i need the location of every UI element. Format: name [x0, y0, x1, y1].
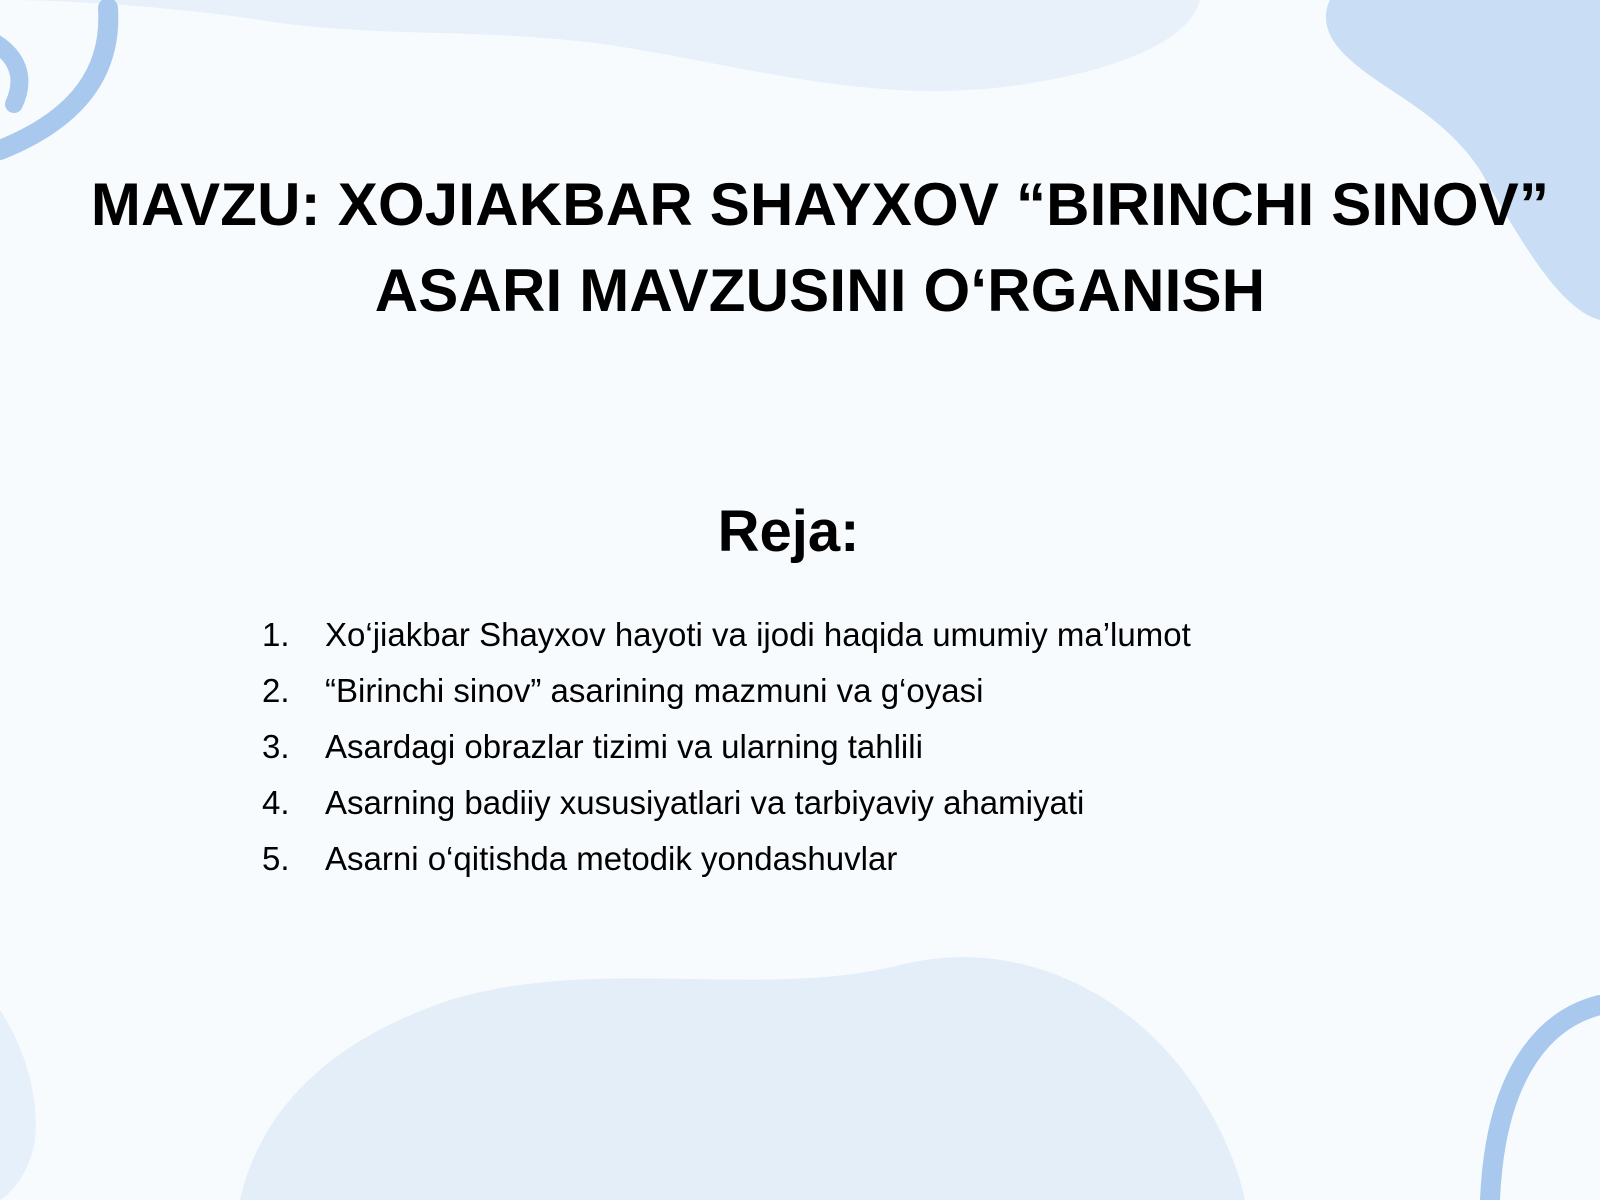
plan-item-1 — [262, 607, 1191, 663]
plan-item-text: Asarning badiiy xususiyatlari va tarbiyaviy ahamiyati — [325, 784, 1085, 821]
plan-item-text: Asardagi obrazlar tizimi va ularning tahlili — [325, 728, 923, 765]
plan-item-text: Xo‘jiakbar Shayxov hayoti va ijodi haqida umumiy ma’lumot — [325, 616, 1191, 653]
plan-item-text: “Birinchi sinov” asarining mazmuni va g‘oyasi — [325, 672, 984, 709]
slide-title-line-2: ASARI MAVZUSINI O‘RGANISH — [374, 257, 1266, 324]
plan-item-number: 4. — [262, 784, 290, 821]
plan-item-3 — [262, 719, 1191, 775]
plan-item-number: 3. — [262, 728, 290, 765]
plan-item-number: 5. — [262, 840, 290, 877]
background-blob-bottom-left — [0, 1010, 36, 1200]
plan-item-text: Asarni o‘qitishda metodik yondashuvlar — [325, 840, 898, 877]
slide-title-line-1: MAVZU: XOJIAKBAR SHAYXOV “BIRINCHI SINOV” — [90, 171, 1550, 238]
background-blob-bottom — [240, 957, 1245, 1200]
plan-list — [262, 607, 1191, 887]
plan-item-4 — [262, 775, 1191, 831]
plan-item-2 — [262, 663, 1191, 719]
accent-arc-top-left-small — [0, 40, 19, 104]
plan-item-5 — [262, 831, 1191, 887]
background-blob-top-left — [0, 0, 1200, 91]
slide-title — [60, 162, 1580, 334]
plan-item-number: 2. — [262, 672, 290, 709]
plan-item-number: 1. — [262, 616, 290, 653]
plan-heading: Reja: — [717, 499, 860, 564]
accent-arc-bottom-right — [1490, 1005, 1600, 1200]
